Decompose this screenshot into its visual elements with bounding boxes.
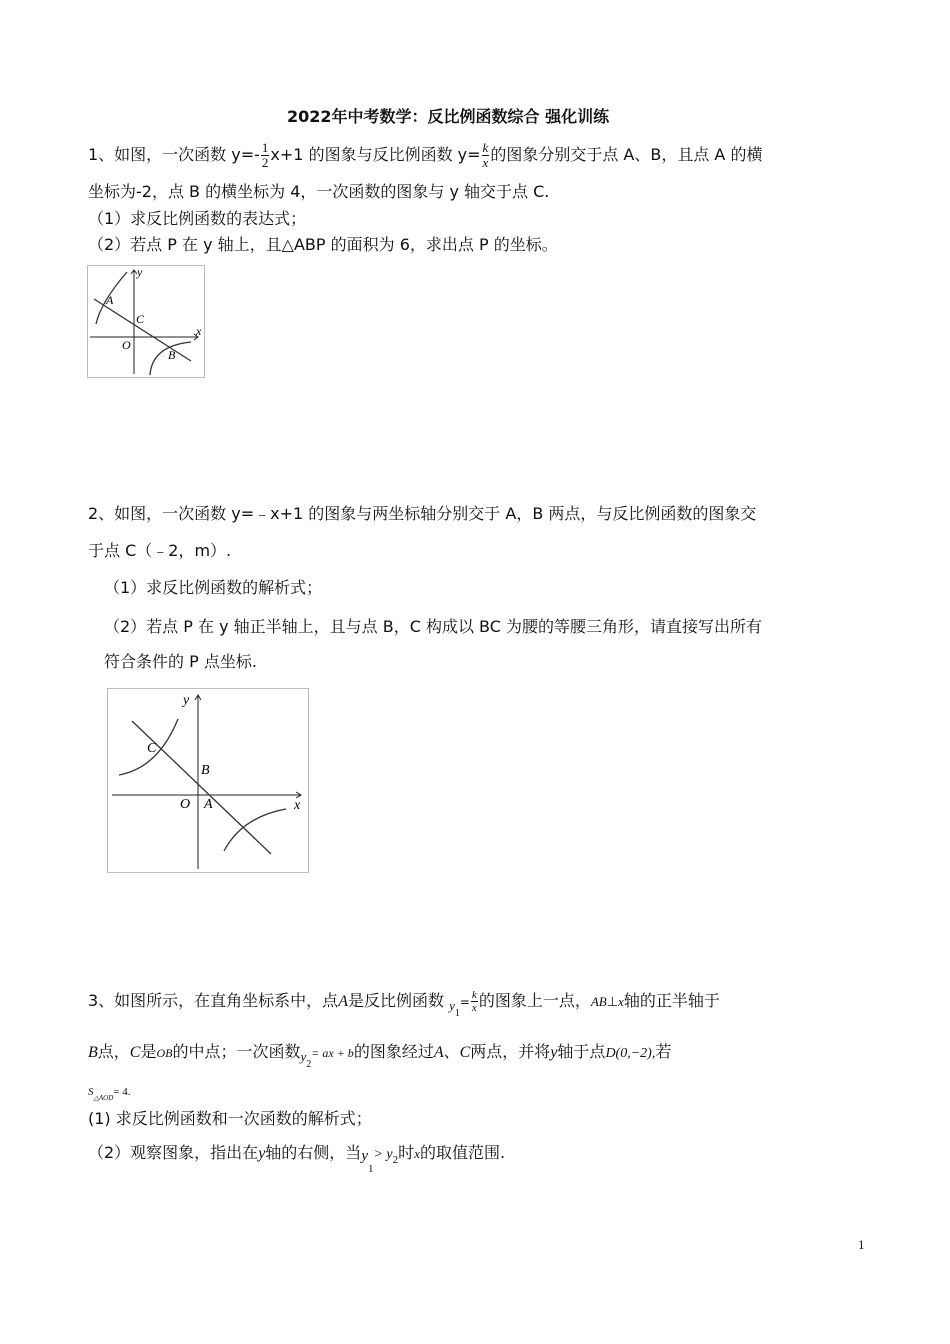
q3-var-y: y [550,1044,558,1061]
q2-label-B: B [201,763,210,778]
q1-fraction-kx [482,141,490,170]
q1-label-O: O [122,338,131,352]
q1-frac1-den: 2 [261,155,269,170]
q3-var-C: C [129,1044,141,1061]
q1-figure [87,265,205,378]
q3-area-value: = 4. [113,1086,131,1098]
q3-text-2g: 轴于点 [557,1042,606,1061]
q3-part1: (1) 求反比例函数和一次函数的解析式； [88,1109,372,1128]
q3-p2-text-c: 时 [398,1143,415,1162]
q3-equals: = [459,995,470,1009]
q3-var-A: A [338,993,348,1010]
q3-var-AB: AB [590,994,607,1009]
q2-hyperbola-right [224,809,286,851]
q2-graph [108,689,308,872]
q2-label-O: O [180,797,191,812]
q3-text-b: 是反比例函数 [347,991,444,1010]
q3-sub-1: 1 [454,1008,460,1019]
q3-area-condition [88,1086,131,1102]
q3-text-a: 3、如图所示，在直角坐标系中，点 [88,991,339,1010]
q2-line1: 2、如图，一次函数 y=﹣x+1 的图象与两坐标轴分别交于 A，B 两点，与反比例函数的图象交 [88,504,757,523]
q1-part2: （2）若点 P 在 y 轴上，且△ABP 的面积为 6，求出点 P 的坐标。 [88,235,558,254]
q3-p2-sub-1: 1 [367,1163,374,1175]
q1-label-A: A [106,293,114,307]
q1-label-B: B [168,348,176,362]
q3-var-B: B [88,1044,98,1061]
q2-part2-line1: （2）若点 P 在 y 轴正半轴上，且与点 B，C 构成以 BC 为腰的等腰三角形，请直接写出所有 [104,617,763,636]
q3-text-c: 的图象上一点， [478,991,591,1010]
q1-frac2-num: k [482,140,489,155]
q3-perp: ⊥ [606,995,619,1010]
q3-text-2f: 两点，并将 [470,1042,551,1061]
q2-figure [107,688,309,873]
q2-label-C: C [147,741,157,756]
q3-p2-var-y1: y [361,1148,368,1164]
q3-line2 [88,1042,672,1070]
q1-label-x: x [196,324,202,338]
q1-line1 [88,141,762,170]
q1-graph [88,266,204,377]
q3-text-2b: 是 [140,1042,157,1061]
q1-label-y: y [137,266,143,279]
q3-line1 [88,989,720,1019]
page-title: 2022年中考数学：反比例函数综合 强化训练 [287,107,610,126]
q1-text-b: x+1 的图象与反比例函数 y= [270,145,481,164]
q3-expr: = ax + b [311,1046,354,1060]
q3-var-y1: y [449,998,455,1013]
q3-text-2e: 、 [443,1042,460,1061]
q3-frac-num: k [471,989,477,1001]
q3-p2-text-b: 轴的右侧，当 [265,1143,362,1162]
q3-frac-den: x [471,1002,477,1014]
q3-var-x: x [618,994,624,1009]
q1-label-C: C [136,312,145,326]
q1-line2: 坐标为-2，点 B 的横坐标为 4，一次函数的图象与 y 轴交于点 C. [88,182,550,201]
q3-text-2a: 点， [97,1042,130,1061]
q2-label-x: x [294,798,301,813]
q3-text-2h: 若 [655,1042,672,1061]
q3-var-y2: y [300,1049,307,1064]
q3-sub-2: 2 [306,1059,312,1070]
q3-var-D: D(0,−2), [605,1046,656,1061]
q2-line2: 于点 C（﹣2，m）. [88,541,232,560]
q3-p2-var-y: y [258,1145,266,1162]
q3-text-2d: 的图象经过 [353,1042,434,1061]
q2-part2-line2: 符合条件的 P 点坐标. [104,652,257,671]
q3-p2-sub-2: 2 [392,1154,399,1166]
q3-text-d: 轴的正半轴于 [623,991,720,1010]
q3-part2 [88,1143,506,1175]
q1-frac2-den: x [482,155,489,170]
q1-fraction-half [261,141,270,170]
q3-p2-text-d: 的取值范围. [419,1143,506,1162]
q3-fraction-kx [471,989,478,1014]
q2-label-y: y [183,693,190,708]
q3-var-C2: C [459,1044,471,1061]
q3-p2-gt: > y [373,1147,393,1162]
q1-text-c: 的图象分别交于点 A、B，且点 A 的横 [490,145,763,164]
q3-text-2c: 的中点；一次函数 [172,1042,301,1061]
q2-label-A: A [204,797,213,812]
q1-part1: （1）求反比例函数的表达式； [88,209,307,228]
q3-sub-AOD: △AOD [93,1094,114,1102]
page-number: 1 [858,1237,865,1252]
q3-var-S: S [88,1086,94,1098]
q3-var-A2: A [433,1044,444,1061]
q1-line [94,299,191,361]
q3-p2-var-x: x [414,1146,420,1161]
q2-part1: （1）求反比例函数的解析式； [104,578,323,597]
q1-text-a: 1、如图，一次函数 y=- [88,145,260,164]
q3-p2-text-a: （2）观察图象，指出在 [88,1143,259,1162]
q3-var-OB: OB [156,1046,173,1060]
q1-frac1-num: 1 [261,140,269,155]
